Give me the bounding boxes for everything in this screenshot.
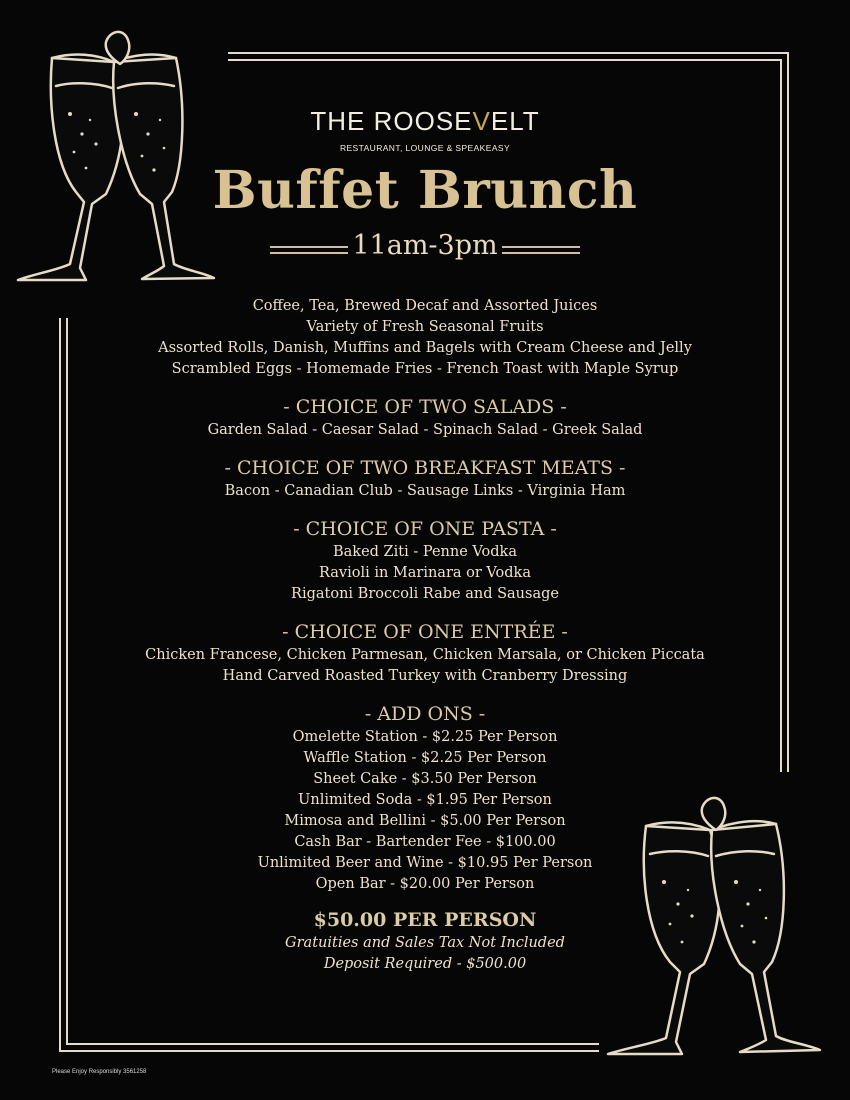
note-gratuities: Gratuities and Sales Tax Not Included: [285, 935, 565, 951]
menu-line: Omelette Station - $2.25 Per Person: [292, 729, 558, 745]
menu-line: Sheet Cake - $3.50 Per Person: [313, 771, 537, 787]
menu-line: Bacon - Canadian Club - Sausage Links - Virginia Ham: [224, 483, 626, 499]
menu-line: Assorted Rolls, Danish, Muffins and Bagels with Cream Cheese and Jelly: [158, 340, 692, 356]
menu-line: Waffle Station - $2.25 Per Person: [303, 750, 547, 766]
menu-line: Scrambled Eggs - Homemade Fries - French Toast with Maple Syrup: [171, 361, 679, 377]
page-title: Buffet Brunch: [212, 160, 638, 221]
section-heading-salads: - CHOICE OF TWO SALADS -: [283, 396, 567, 418]
section-heading-add-ons: - ADD ONS -: [364, 703, 486, 725]
menu-line: Chicken Francese, Chicken Parmesan, Chicken Marsala, or Chicken Piccata: [145, 647, 705, 663]
menu-line: Unlimited Beer and Wine - $10.95 Per Person: [257, 855, 593, 871]
menu-line: Garden Salad - Caesar Salad - Spinach Salad - Greek Salad: [207, 422, 643, 438]
note-deposit: Deposit Required - $500.00: [323, 956, 527, 972]
menu-line: Rigatoni Broccoli Rabe and Sausage: [291, 586, 559, 602]
menu-content: [90, 296, 760, 975]
brand-tagline: RESTAURANT, LOUNGE & SPEAKEASY: [339, 143, 511, 153]
menu-line: Baked Ziti - Penne Vodka: [333, 544, 517, 560]
footer-fine-print: Please Enjoy Responsibly 3561258: [52, 1069, 147, 1075]
menu-line: Unlimited Soda - $1.95 Per Person: [298, 792, 552, 808]
price-per-person: $50.00 PER PERSON: [313, 909, 537, 931]
section-heading-meats: - CHOICE OF TWO BREAKFAST MEATS -: [224, 457, 626, 479]
hours: 11am-3pm: [352, 230, 498, 261]
section-heading-entree: - CHOICE OF ONE ENTRÉE -: [282, 621, 568, 643]
menu-line: Coffee, Tea, Brewed Decaf and Assorted Juices: [252, 298, 598, 314]
menu-line: Variety of Fresh Seasonal Fruits: [306, 319, 544, 335]
section-heading-pasta: - CHOICE OF ONE PASTA -: [293, 518, 557, 540]
menu-line: Hand Carved Roasted Turkey with Cranberry Dressing: [222, 668, 628, 684]
hours-rule-right: [502, 252, 580, 254]
menu-line: Open Bar - $20.00 Per Person: [315, 876, 535, 892]
brand-logo: THE ROOSEVELT: [310, 106, 540, 136]
menu-line: Mimosa and Bellini - $5.00 Per Person: [284, 813, 566, 829]
hours-rule-right: [502, 246, 580, 248]
menu-line: Cash Bar - Bartender Fee - $100.00: [294, 834, 556, 850]
menu-line: Ravioli in Marinara or Vodka: [318, 565, 531, 581]
